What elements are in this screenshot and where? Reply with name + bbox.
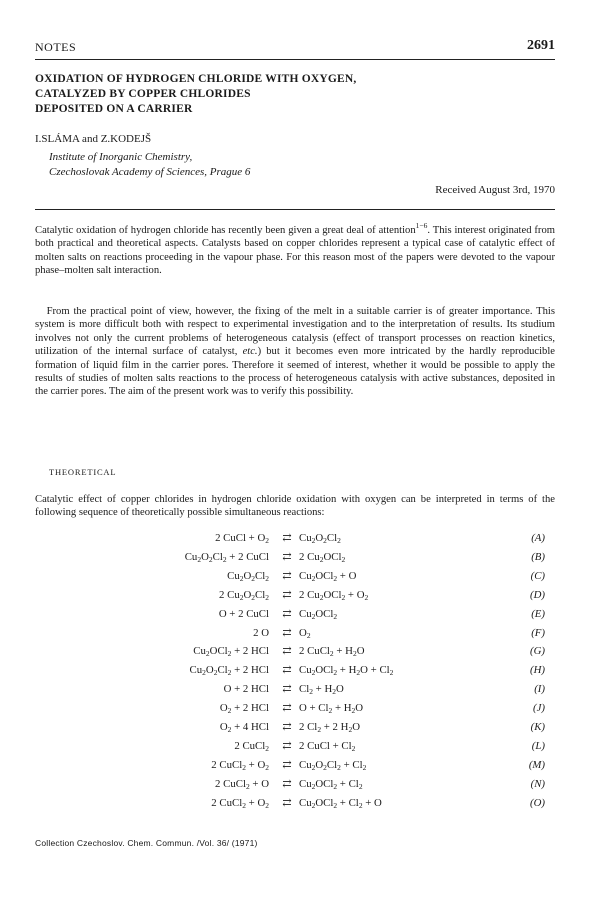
reaction-label: (D)	[530, 588, 545, 601]
affiliation-line: Czechoslovak Academy of Sciences, Prague 6	[49, 166, 251, 178]
reaction-lhs: 2 O	[253, 626, 269, 639]
reaction-lhs: $Cu_2O_2Cl_2 + 2$ HCl	[189, 664, 269, 678]
reaction-equation	[35, 740, 555, 756]
equilibrium-arrow: ⇄	[282, 777, 292, 790]
reaction-equation	[35, 608, 555, 624]
reaction-lhs: $O_2 + 2$ HCl	[219, 702, 269, 716]
reaction-lhs: O + 2 HCl	[223, 683, 269, 696]
reaction-rhs: 2 CuCl + $Cl_2$	[299, 739, 356, 753]
equilibrium-arrow: ⇄	[282, 796, 292, 809]
reaction-equation	[35, 759, 555, 775]
article-title	[35, 72, 356, 117]
affiliation	[49, 150, 250, 180]
paragraph-text-continued: ) but it becomes even more intricated by the hardly reproducible formation of liquid film in the carrier pores. Therefore it seemed of interest, whether it would be possible to apply the results of studies of molten salts reactions to the process of heterogeneous catalysis with active substances, deposited in the carrier pores. The aim of the present work was to verify this possibility.	[35, 346, 555, 398]
reference-superscript: 1−6	[415, 221, 428, 230]
equilibrium-arrow: ⇄	[282, 664, 292, 677]
reaction-equation	[35, 702, 555, 718]
reaction-label: (I)	[534, 683, 545, 696]
equilibrium-arrow: ⇄	[282, 683, 292, 696]
reaction-rhs: $Cu_2OCl_2 + H_2O + Cl_2$	[299, 664, 394, 678]
reaction-rhs: $Cl_2 + H_2O$	[299, 683, 344, 697]
header-rule	[35, 59, 555, 60]
second-paragraph	[35, 305, 555, 399]
equilibrium-arrow: ⇄	[282, 721, 292, 733]
section-label: NOTES	[35, 40, 77, 54]
title-line: OXIDATION OF HYDROGEN CHLORIDE WITH OXYGEN,	[35, 73, 357, 85]
equilibrium-arrow: ⇄	[282, 626, 292, 639]
italic-text: etc.	[242, 346, 258, 358]
reaction-rhs: 2 CuCl$_2$ + $H_2O$	[299, 645, 365, 659]
reaction-lhs: $Cu_2O_2Cl_2$	[227, 569, 269, 583]
equilibrium-arrow: ⇄	[282, 532, 292, 544]
reaction-rhs: 2 $Cu_2OCl_2 + O_2$	[299, 588, 369, 602]
reaction-label: (G)	[530, 645, 545, 658]
reaction-lhs: 2 CuCl$_2$ + O	[215, 777, 269, 791]
reaction-equation	[35, 664, 555, 680]
reaction-rhs: $Cu_2OCl_2 + Cl_2$	[299, 777, 363, 791]
reaction-label: (A)	[531, 532, 545, 544]
equilibrium-arrow: ⇄	[282, 758, 292, 771]
reaction-label: (J)	[533, 702, 545, 715]
reaction-equation	[35, 683, 555, 699]
intro-text-continued: . This interest originated from both practical and theoretical aspects. Catalysts based on copper chlorides represent a typical case of catalytic effect of molten salts on reactions proceeding in the vapour phase. For this reason most of the papers were devoted to the vapour phase–molten salt interaction.	[35, 225, 555, 277]
reaction-lhs: 2 $Cu_2O_2Cl_2$	[219, 588, 269, 602]
reaction-equation	[35, 532, 555, 548]
footer-citation: Collection Czechoslov. Chem. Commun. /Vol. 36/ (1971)	[35, 838, 258, 848]
reaction-equation	[35, 721, 555, 737]
reaction-lhs: $O_2 + 4$ HCl	[219, 721, 269, 734]
intro-paragraph	[35, 221, 555, 278]
title-line: DEPOSITED ON A CARRIER	[35, 103, 193, 115]
title-block-rule	[35, 209, 555, 210]
reaction-label: (M)	[528, 758, 545, 771]
equilibrium-arrow: ⇄	[282, 645, 292, 658]
equilibrium-arrow: ⇄	[282, 550, 292, 563]
reaction-label: (H)	[530, 664, 545, 677]
reaction-label: (K)	[530, 721, 545, 733]
reaction-rhs: 2 $Cu_2OCl_2$	[299, 550, 346, 564]
reaction-lhs: 2 CuCl$_2$	[234, 739, 269, 753]
reaction-lhs: 2 CuCl$_2$ + $O_2$	[211, 758, 269, 772]
reaction-rhs: 2 $Cl_2 + 2$ $H_2O$	[299, 721, 361, 734]
reaction-rhs: $O + Cl_2 + H_2O$	[299, 702, 364, 716]
reaction-label: (O)	[530, 796, 545, 809]
section-heading: THEORETICAL	[49, 467, 117, 477]
reaction-equation	[35, 589, 555, 605]
theory-intro: Catalytic effect of copper chlorides in hydrogen chloride oxidation with oxygen can be interpreted in terms of the following sequence of theoretically possible simultaneous reactions:	[35, 494, 555, 519]
equilibrium-arrow: ⇄	[282, 569, 292, 582]
page-number: 2691	[527, 38, 555, 53]
reaction-label: (F)	[531, 626, 545, 639]
received-date: Received August 3rd, 1970	[435, 184, 555, 196]
authors: I.SLÁMA and Z.KODEJŠ	[35, 133, 152, 145]
reaction-label: (E)	[531, 607, 545, 620]
reaction-lhs: $Cu_2OCl_2 + 2$ HCl	[193, 645, 269, 659]
reaction-label: (C)	[530, 569, 545, 582]
reaction-equation	[35, 551, 555, 567]
reaction-equation	[35, 778, 555, 794]
reaction-equation	[35, 797, 555, 813]
reaction-lhs: 2 CuCl + $O_2$	[215, 532, 269, 545]
reaction-lhs: O + 2 CuCl	[218, 607, 269, 620]
reaction-rhs: $Cu_2OCl_2 + Cl_2 + O$	[299, 796, 382, 810]
paragraph-text: From the practical point of view, however, the fixing of the melt in a suitable carrier is of greater importance. This system is more difficult both with respect to experimental investigation and to the interpretation of results. Its studium involves not only the current problems of heterogeneous catalysis (effect of transport processes on reaction kinetics, utilization of the internal surface of catalyst,	[35, 306, 555, 358]
reaction-rhs: $Cu_2OCl_2$	[299, 607, 338, 621]
reaction-label: (L)	[531, 739, 545, 752]
reaction-rhs: $Cu_2O_2Cl_2 + Cl_2$	[299, 758, 367, 772]
intro-text: Catalytic oxidation of hydrogen chloride has recently been given a great deal of attention	[35, 225, 416, 236]
equilibrium-arrow: ⇄	[282, 702, 292, 715]
equilibrium-arrow: ⇄	[282, 739, 292, 752]
reaction-lhs: 2 CuCl$_2$ + $O_2$	[211, 796, 269, 810]
reaction-label: (N)	[530, 777, 545, 790]
equilibrium-arrow: ⇄	[282, 607, 292, 620]
reaction-equation	[35, 645, 555, 661]
reaction-equation	[35, 627, 555, 643]
equilibrium-arrow: ⇄	[282, 588, 292, 601]
affiliation-line: Institute of Inorganic Chemistry,	[49, 151, 193, 163]
reaction-rhs: $Cu_2OCl_2 + O$	[299, 569, 357, 583]
title-line: CATALYZED BY COPPER CHLORIDES	[35, 88, 251, 100]
reaction-lhs: $Cu_2O_2Cl_2 + 2$ CuCl	[184, 550, 269, 564]
reaction-rhs: $O_2$	[299, 626, 311, 640]
reaction-rhs: $Cu_2O_2Cl_2$	[299, 532, 341, 545]
running-header	[35, 40, 555, 56]
reaction-label: (B)	[531, 550, 545, 563]
reaction-equation	[35, 570, 555, 586]
